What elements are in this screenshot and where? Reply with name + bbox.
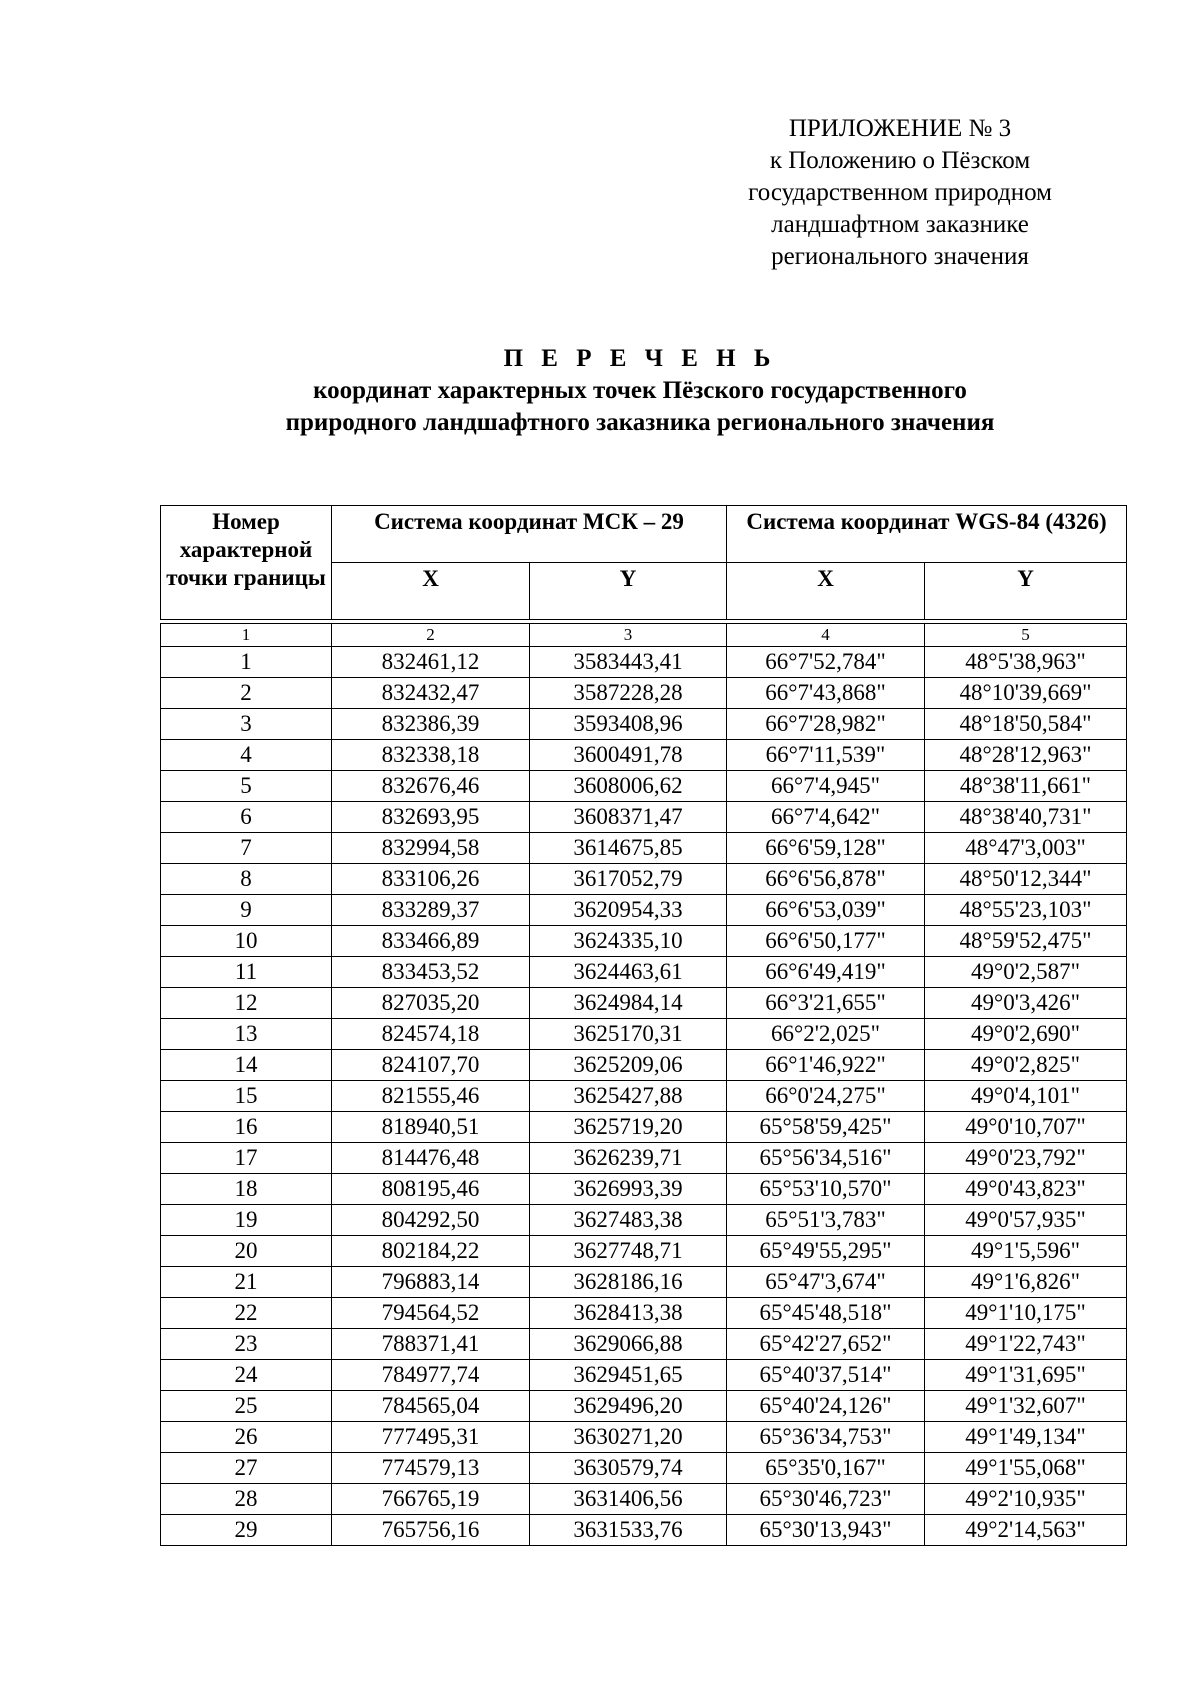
wgs-x-cell: 66°7'4,945" <box>727 771 925 802</box>
msk-y-cell: 3593408,96 <box>530 709 727 740</box>
point-number-cell: 8 <box>161 864 332 895</box>
wgs-y-cell: 49°0'10,707" <box>925 1112 1127 1143</box>
point-number-cell: 19 <box>161 1205 332 1236</box>
point-number-cell: 27 <box>161 1453 332 1484</box>
point-number-cell: 5 <box>161 771 332 802</box>
appendix-line: регионального значения <box>771 243 1029 270</box>
point-number-cell: 14 <box>161 1050 332 1081</box>
wgs-x-cell: 66°7'43,868" <box>727 678 925 709</box>
column-number: 5 <box>925 624 1127 647</box>
table-row <box>161 833 1127 864</box>
msk-y-cell: 3628186,16 <box>530 1267 727 1298</box>
header-point-number: Номер характерной точки границы <box>161 506 332 620</box>
wgs-x-cell: 66°6'50,177" <box>727 926 925 957</box>
point-number-cell: 20 <box>161 1236 332 1267</box>
msk-x-cell: 766765,19 <box>332 1484 530 1515</box>
wgs-x-cell: 66°1'46,922" <box>727 1050 925 1081</box>
wgs-y-cell: 49°0'23,792" <box>925 1143 1127 1174</box>
title-main: П Е Р Е Ч Е Н Ь <box>503 345 777 372</box>
msk-x-cell: 824574,18 <box>332 1019 530 1050</box>
column-number: 4 <box>727 624 925 647</box>
wgs-y-cell: 48°50'12,344" <box>925 864 1127 895</box>
wgs-y-cell: 48°55'23,103" <box>925 895 1127 926</box>
point-number-cell: 26 <box>161 1422 332 1453</box>
msk-y-cell: 3600491,78 <box>530 740 727 771</box>
wgs-y-cell: 48°38'40,731" <box>925 802 1127 833</box>
header-wgs-x: X <box>727 563 925 620</box>
wgs-x-cell: 65°30'13,943" <box>727 1515 925 1546</box>
wgs-x-cell: 65°30'46,723" <box>727 1484 925 1515</box>
point-number-cell: 24 <box>161 1360 332 1391</box>
msk-y-cell: 3587228,28 <box>530 678 727 709</box>
appendix-line: ландшафтном заказнике <box>771 211 1029 238</box>
point-number-cell: 25 <box>161 1391 332 1422</box>
title-subtitle: природного ландшафтного заказника регионального значения <box>285 409 995 436</box>
point-number-cell: 16 <box>161 1112 332 1143</box>
table-row <box>161 1453 1127 1484</box>
point-number-cell: 17 <box>161 1143 332 1174</box>
msk-x-cell: 824107,70 <box>332 1050 530 1081</box>
point-number-cell: 22 <box>161 1298 332 1329</box>
msk-x-cell: 832386,39 <box>332 709 530 740</box>
msk-x-cell: 832676,46 <box>332 771 530 802</box>
msk-y-cell: 3629066,88 <box>530 1329 727 1360</box>
msk-x-cell: 796883,14 <box>332 1267 530 1298</box>
msk-y-cell: 3629451,65 <box>530 1360 727 1391</box>
msk-y-cell: 3626239,71 <box>530 1143 727 1174</box>
table-row <box>161 1205 1127 1236</box>
table-row <box>161 1236 1127 1267</box>
msk-y-cell: 3628413,38 <box>530 1298 727 1329</box>
msk-x-cell: 833453,52 <box>332 957 530 988</box>
msk-x-cell: 814476,48 <box>332 1143 530 1174</box>
wgs-x-cell: 65°45'48,518" <box>727 1298 925 1329</box>
msk-x-cell: 788371,41 <box>332 1329 530 1360</box>
msk-x-cell: 832461,12 <box>332 647 530 678</box>
wgs-x-cell: 66°3'21,655" <box>727 988 925 1019</box>
header-wgs-y: Y <box>925 563 1127 620</box>
wgs-x-cell: 65°40'37,514" <box>727 1360 925 1391</box>
msk-y-cell: 3630579,74 <box>530 1453 727 1484</box>
wgs-y-cell: 48°10'39,669" <box>925 678 1127 709</box>
msk-x-cell: 765756,16 <box>332 1515 530 1546</box>
wgs-x-cell: 65°42'27,652" <box>727 1329 925 1360</box>
msk-x-cell: 784565,04 <box>332 1391 530 1422</box>
table-row <box>161 709 1127 740</box>
coordinates-table <box>160 505 1127 1546</box>
point-number-cell: 2 <box>161 678 332 709</box>
wgs-x-cell: 65°58'59,425" <box>727 1112 925 1143</box>
wgs-y-cell: 49°1'22,743" <box>925 1329 1127 1360</box>
table-row <box>161 864 1127 895</box>
msk-y-cell: 3624335,10 <box>530 926 727 957</box>
wgs-x-cell: 66°7'52,784" <box>727 647 925 678</box>
wgs-y-cell: 49°2'10,935" <box>925 1484 1127 1515</box>
wgs-y-cell: 49°1'5,596" <box>925 1236 1127 1267</box>
wgs-y-cell: 49°1'32,607" <box>925 1391 1127 1422</box>
msk-x-cell: 833289,37 <box>332 895 530 926</box>
wgs-x-cell: 66°7'11,539" <box>727 740 925 771</box>
wgs-y-cell: 49°1'49,134" <box>925 1422 1127 1453</box>
msk-x-cell: 833106,26 <box>332 864 530 895</box>
msk-y-cell: 3631406,56 <box>530 1484 727 1515</box>
wgs-y-cell: 49°0'4,101" <box>925 1081 1127 1112</box>
point-number-cell: 15 <box>161 1081 332 1112</box>
wgs-x-cell: 66°6'59,128" <box>727 833 925 864</box>
table-row <box>161 678 1127 709</box>
msk-y-cell: 3608371,47 <box>530 802 727 833</box>
msk-x-cell: 784977,74 <box>332 1360 530 1391</box>
wgs-y-cell: 48°5'38,963" <box>925 647 1127 678</box>
wgs-y-cell: 49°2'14,563" <box>925 1515 1127 1546</box>
appendix-line: ПРИЛОЖЕНИЕ № 3 <box>788 115 1012 142</box>
table-row <box>161 802 1127 833</box>
header-wgs84: Система координат WGS-84 (4326) <box>727 506 1127 563</box>
wgs-x-cell: 66°2'2,025" <box>727 1019 925 1050</box>
point-number-cell: 9 <box>161 895 332 926</box>
table-row <box>161 926 1127 957</box>
msk-y-cell: 3614675,85 <box>530 833 727 864</box>
msk-x-cell: 832693,95 <box>332 802 530 833</box>
point-number-cell: 29 <box>161 1515 332 1546</box>
msk-x-cell: 774579,13 <box>332 1453 530 1484</box>
point-number-cell: 4 <box>161 740 332 771</box>
msk-x-cell: 821555,46 <box>332 1081 530 1112</box>
point-number-cell: 1 <box>161 647 332 678</box>
msk-y-cell: 3625719,20 <box>530 1112 727 1143</box>
table-row <box>161 895 1127 926</box>
column-number: 2 <box>332 624 530 647</box>
wgs-y-cell: 49°1'31,695" <box>925 1360 1127 1391</box>
wgs-y-cell: 49°0'3,426" <box>925 988 1127 1019</box>
point-number-cell: 23 <box>161 1329 332 1360</box>
table-row <box>161 1267 1127 1298</box>
point-number-cell: 18 <box>161 1174 332 1205</box>
msk-x-cell: 832432,47 <box>332 678 530 709</box>
document-title <box>160 343 1120 439</box>
wgs-y-cell: 48°18'50,584" <box>925 709 1127 740</box>
wgs-y-cell: 49°0'57,935" <box>925 1205 1127 1236</box>
column-number: 1 <box>161 624 332 647</box>
msk-x-cell: 818940,51 <box>332 1112 530 1143</box>
table-row <box>161 988 1127 1019</box>
msk-x-cell: 827035,20 <box>332 988 530 1019</box>
header-msk-y: Y <box>530 563 727 620</box>
appendix-line: государственном природном <box>748 179 1052 206</box>
point-number-cell: 21 <box>161 1267 332 1298</box>
wgs-y-cell: 48°28'12,963" <box>925 740 1127 771</box>
column-number-row <box>161 624 1127 647</box>
point-number-cell: 28 <box>161 1484 332 1515</box>
wgs-y-cell: 49°0'2,825" <box>925 1050 1127 1081</box>
appendix-line: к Положению о Пёзском <box>769 147 1031 174</box>
wgs-y-cell: 48°38'11,661" <box>925 771 1127 802</box>
point-number-cell: 7 <box>161 833 332 864</box>
table-row <box>161 1484 1127 1515</box>
table-row <box>161 1143 1127 1174</box>
wgs-x-cell: 65°36'34,753" <box>727 1422 925 1453</box>
header-msk29: Система координат МСК – 29 <box>332 506 727 563</box>
wgs-x-cell: 65°53'10,570" <box>727 1174 925 1205</box>
table-row <box>161 1422 1127 1453</box>
point-number-cell: 10 <box>161 926 332 957</box>
wgs-x-cell: 65°47'3,674" <box>727 1267 925 1298</box>
table-row <box>161 647 1127 678</box>
wgs-x-cell: 65°56'34,516" <box>727 1143 925 1174</box>
point-number-cell: 3 <box>161 709 332 740</box>
wgs-x-cell: 66°6'53,039" <box>727 895 925 926</box>
wgs-x-cell: 66°6'49,419" <box>727 957 925 988</box>
header-msk-x: X <box>332 563 530 620</box>
msk-x-cell: 832338,18 <box>332 740 530 771</box>
msk-y-cell: 3624984,14 <box>530 988 727 1019</box>
msk-y-cell: 3629496,20 <box>530 1391 727 1422</box>
wgs-x-cell: 66°6'56,878" <box>727 864 925 895</box>
msk-y-cell: 3626993,39 <box>530 1174 727 1205</box>
msk-x-cell: 802184,22 <box>332 1236 530 1267</box>
wgs-y-cell: 48°47'3,003" <box>925 833 1127 864</box>
msk-x-cell: 804292,50 <box>332 1205 530 1236</box>
table-row <box>161 1174 1127 1205</box>
msk-y-cell: 3617052,79 <box>530 864 727 895</box>
wgs-x-cell: 65°40'24,126" <box>727 1391 925 1422</box>
wgs-y-cell: 49°1'6,826" <box>925 1267 1127 1298</box>
table-row <box>161 1515 1127 1546</box>
wgs-x-cell: 66°7'28,982" <box>727 709 925 740</box>
table-row <box>161 1112 1127 1143</box>
msk-x-cell: 832994,58 <box>332 833 530 864</box>
wgs-x-cell: 65°51'3,783" <box>727 1205 925 1236</box>
title-subtitle: координат характерных точек Пёзского государственного <box>313 377 967 404</box>
appendix-header <box>720 113 1080 273</box>
table-row <box>161 771 1127 802</box>
table-row <box>161 1081 1127 1112</box>
table-row <box>161 740 1127 771</box>
msk-y-cell: 3631533,76 <box>530 1515 727 1546</box>
wgs-y-cell: 49°0'2,587" <box>925 957 1127 988</box>
msk-x-cell: 777495,31 <box>332 1422 530 1453</box>
wgs-x-cell: 66°7'4,642" <box>727 802 925 833</box>
wgs-y-cell: 49°0'2,690" <box>925 1019 1127 1050</box>
msk-y-cell: 3608006,62 <box>530 771 727 802</box>
table-row <box>161 1019 1127 1050</box>
table-row <box>161 1329 1127 1360</box>
wgs-x-cell: 65°35'0,167" <box>727 1453 925 1484</box>
msk-y-cell: 3627748,71 <box>530 1236 727 1267</box>
column-number: 3 <box>530 624 727 647</box>
wgs-y-cell: 49°1'10,175" <box>925 1298 1127 1329</box>
wgs-x-cell: 65°49'55,295" <box>727 1236 925 1267</box>
msk-y-cell: 3627483,38 <box>530 1205 727 1236</box>
msk-x-cell: 808195,46 <box>332 1174 530 1205</box>
table-row <box>161 1360 1127 1391</box>
msk-y-cell: 3625170,31 <box>530 1019 727 1050</box>
point-number-cell: 11 <box>161 957 332 988</box>
msk-y-cell: 3583443,41 <box>530 647 727 678</box>
table-row <box>161 1391 1127 1422</box>
wgs-y-cell: 49°1'55,068" <box>925 1453 1127 1484</box>
wgs-y-cell: 49°0'43,823" <box>925 1174 1127 1205</box>
table-row <box>161 957 1127 988</box>
point-number-cell: 13 <box>161 1019 332 1050</box>
msk-y-cell: 3624463,61 <box>530 957 727 988</box>
msk-y-cell: 3625209,06 <box>530 1050 727 1081</box>
point-number-cell: 6 <box>161 802 332 833</box>
msk-x-cell: 833466,89 <box>332 926 530 957</box>
msk-y-cell: 3625427,88 <box>530 1081 727 1112</box>
table-row <box>161 1298 1127 1329</box>
msk-y-cell: 3630271,20 <box>530 1422 727 1453</box>
wgs-x-cell: 66°0'24,275" <box>727 1081 925 1112</box>
msk-y-cell: 3620954,33 <box>530 895 727 926</box>
wgs-y-cell: 48°59'52,475" <box>925 926 1127 957</box>
point-number-cell: 12 <box>161 988 332 1019</box>
msk-x-cell: 794564,52 <box>332 1298 530 1329</box>
table-row <box>161 1050 1127 1081</box>
